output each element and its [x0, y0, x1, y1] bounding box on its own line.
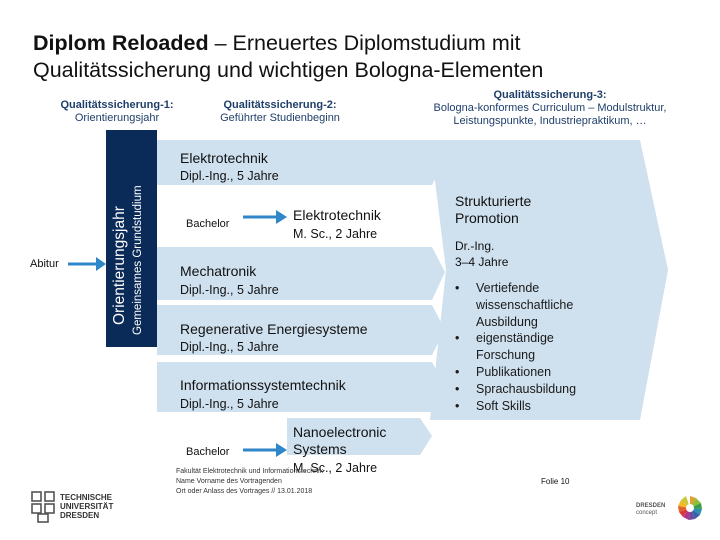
tu-dresden-logo-icon: [30, 490, 56, 524]
program-degree-2: Dipl.-Ing., 5 Jahre: [180, 283, 279, 297]
slide-number: Folie 10: [541, 477, 570, 486]
orientation-bar: [106, 130, 157, 347]
program-name-3: Regenerative Energiesysteme: [180, 321, 368, 337]
master-degree-2: M. Sc., 2 Jahre: [293, 461, 378, 475]
qs2-sub: Geführter Studienbeginn: [220, 112, 340, 124]
promotion-bullets: [453, 280, 603, 414]
promotion-title: Strukturierte Promotion: [455, 193, 532, 226]
bullet-item: • Publikationen: [453, 364, 603, 381]
bullet-item: • Vertiefende wissenschaftliche Ausbildung: [453, 280, 603, 330]
qs1-sub: Orientierungsjahr: [74, 112, 160, 124]
bachelor-label-1: Bachelor: [186, 218, 230, 230]
program-degree-4: Dipl.-Ing., 5 Jahre: [180, 397, 279, 411]
qs1-heading: Qualitätssicherung-1:: [60, 99, 174, 111]
orientation-main-text: Orientierungsjahr: [111, 206, 128, 325]
bachelor-label-2: Bachelor: [186, 446, 230, 458]
footer-line-1: Fakultät Elektrotechnik und Informationstechnik: [176, 468, 324, 475]
master-name-1: Elektrotechnik: [293, 207, 381, 223]
bullet-item: • Soft Skills: [453, 398, 603, 415]
program-name-2: Mechatronik: [180, 263, 257, 279]
program-degree-3: Dipl.-Ing., 5 Jahre: [180, 340, 279, 354]
abitur-label: Abitur: [30, 258, 59, 270]
dresden-concept-logo-icon: [676, 494, 704, 522]
program-degree-1: Dipl.-Ing., 5 Jahre: [180, 169, 279, 183]
program-name-1: Elektrotechnik: [180, 150, 268, 166]
bullet-item: • eigenständige Forschung: [453, 330, 603, 364]
master-name-2: Nanoelectronic Systems: [293, 424, 387, 457]
dresden-concept-line-1: DRESDEN: [636, 503, 666, 509]
dresden-concept-line-2: concept: [636, 510, 658, 516]
qs2-heading: Qualitätssicherung-2:: [223, 99, 337, 111]
slide-title-rest: – Erneuertes Diplomstudium mit Qualitätssicherung und wichtigen Bologna-Elementen: [33, 31, 544, 82]
slide-title-bold: Diplom Reloaded: [33, 31, 209, 55]
tu-logo-line-3: DRESDEN: [60, 511, 100, 520]
tu-dresden-logo-text: [60, 493, 113, 520]
abitur-arrow-head: [96, 257, 106, 271]
tu-logo-line-2: UNIVERSITÄT: [60, 502, 114, 511]
qs3-heading: Qualitätssicherung-3:: [493, 89, 607, 101]
master-degree-1: M. Sc., 2 Jahre: [293, 227, 378, 241]
dresden-concept-logo-text: [636, 503, 665, 517]
tu-logo-line-1: TECHNISCHE: [60, 493, 113, 502]
bachelor-arrow-2-head: [276, 443, 287, 457]
footer-line-3: Ort oder Anlass des Vortrages // 13.01.2018: [176, 488, 313, 495]
footer-line-2: Name Vorname des Vortragenden: [176, 478, 282, 485]
bullet-item: • Sprachausbildung: [453, 381, 603, 398]
bachelor-arrow-1-head: [276, 210, 287, 224]
promotion-duration: 3–4 Jahre: [455, 255, 509, 269]
promotion-degree: Dr.-Ing.: [455, 239, 495, 253]
qs3-sub: Bologna-konformes Curriculum – Modulstruktur, Leistungspunkte, Industriepraktikum, …: [433, 102, 667, 127]
footer-text: [176, 467, 323, 497]
orientation-sub-text: Gemeinsames Grundstudium: [132, 185, 144, 335]
program-name-4: Informationssystemtechnik: [180, 377, 346, 393]
